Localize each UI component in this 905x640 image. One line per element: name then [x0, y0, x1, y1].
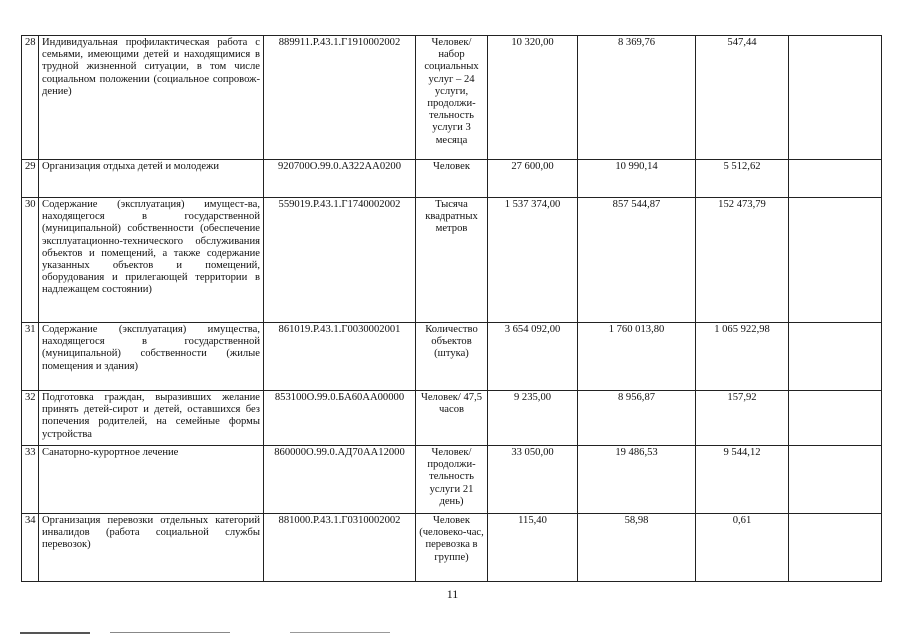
row-number: 33 — [22, 446, 39, 514]
value-3: 5 512,62 — [696, 160, 789, 198]
value-3: 9 544,12 — [696, 446, 789, 514]
value-1: 9 235,00 — [488, 391, 578, 446]
registry-code: 881000.Р.43.1.Г0310002002 — [264, 514, 416, 582]
row-number: 34 — [22, 514, 39, 582]
registry-code: 920700О.99.0.АЗ22АА0200 — [264, 160, 416, 198]
table-row — [22, 446, 882, 514]
registry-code: 860000О.99.0.АД70АА12000 — [264, 446, 416, 514]
value-1: 3 654 092,00 — [488, 323, 578, 391]
value-2: 8 369,76 — [578, 36, 696, 160]
unit-of-measure: Человек (человеко-час, перевозка в группе) — [416, 514, 488, 582]
service-name: Содержание (эксплуатация) имущества, находящегося в государственной (муниципальной) собственности (жилые помещения и здания) — [39, 323, 264, 391]
value-3: 152 473,79 — [696, 198, 789, 323]
value-1: 1 537 374,00 — [488, 198, 578, 323]
value-3: 1 065 922,98 — [696, 323, 789, 391]
value-3: 157,92 — [696, 391, 789, 446]
value-2: 1 760 013,80 — [578, 323, 696, 391]
row-number: 31 — [22, 323, 39, 391]
row-number: 32 — [22, 391, 39, 446]
registry-code: 853100О.99.0.БА60АА00000 — [264, 391, 416, 446]
service-name: Подготовка граждан, выразивших желание принять детей-сирот и детей, оставшихся без попечения родителей, на семейные формы устройства — [39, 391, 264, 446]
unit-of-measure: Человек/ набор социальных услуг – 24 услуги, продолжи-тельность услуги 3 месяца — [416, 36, 488, 160]
row-number: 28 — [22, 36, 39, 160]
table-row — [22, 160, 882, 198]
scan-artifact-line — [290, 632, 390, 633]
unit-of-measure: Количество объектов (штука) — [416, 323, 488, 391]
registry-code: 861019.Р.43.1.Г0030002001 — [264, 323, 416, 391]
row-number: 29 — [22, 160, 39, 198]
service-name: Содержание (эксплуатация) имущест-ва, находящегося в государственной (муниципальной) собственности (обеспечение эксплуатационно-технического обслуживания объектов и помещений, а также содержание указанных объектов и помещений, оборудования и прилегающей территории в надлежащем состоянии) — [39, 198, 264, 323]
value-3: 547,44 — [696, 36, 789, 160]
table-row — [22, 198, 882, 323]
table-row — [22, 391, 882, 446]
table-row — [22, 514, 882, 582]
service-name: Санаторно-курортное лечение — [39, 446, 264, 514]
scan-artifact-line — [110, 632, 230, 633]
value-2: 8 956,87 — [578, 391, 696, 446]
value-4 — [789, 36, 882, 160]
unit-of-measure: Человек/ продолжи-тельность услуги 21 день) — [416, 446, 488, 514]
table-row — [22, 323, 882, 391]
table-body — [22, 36, 882, 582]
value-2: 857 544,87 — [578, 198, 696, 323]
registry-code: 889911.Р.43.1.Г1910002002 — [264, 36, 416, 160]
scan-artifact-line — [20, 632, 90, 634]
unit-of-measure: Человек — [416, 160, 488, 198]
page-number: 11 — [446, 587, 459, 601]
services-cost-table — [21, 35, 882, 582]
value-4 — [789, 323, 882, 391]
service-name: Индивидуальная профилактическая работа с семьями, имеющими детей и находящимися в трудной жизненной ситуации, в том числе социальном положении (социальное сопровож-дение) — [39, 36, 264, 160]
value-3: 0,61 — [696, 514, 789, 582]
value-4 — [789, 514, 882, 582]
value-1: 10 320,00 — [488, 36, 578, 160]
unit-of-measure: Тысяча квадратных метров — [416, 198, 488, 323]
value-1: 115,40 — [488, 514, 578, 582]
row-number: 30 — [22, 198, 39, 323]
service-name: Организация перевозки отдельных категорий инвалидов (работа социальной службы перевозок) — [39, 514, 264, 582]
registry-code: 559019.Р.43.1.Г1740002002 — [264, 198, 416, 323]
value-2: 19 486,53 — [578, 446, 696, 514]
value-4 — [789, 391, 882, 446]
unit-of-measure: Человек/ 47,5 часов — [416, 391, 488, 446]
value-2: 58,98 — [578, 514, 696, 582]
value-1: 27 600,00 — [488, 160, 578, 198]
value-4 — [789, 198, 882, 323]
service-name: Организация отдыха детей и молодежи — [39, 160, 264, 198]
value-4 — [789, 160, 882, 198]
value-1: 33 050,00 — [488, 446, 578, 514]
table-row — [22, 36, 882, 160]
value-4 — [789, 446, 882, 514]
value-2: 10 990,14 — [578, 160, 696, 198]
